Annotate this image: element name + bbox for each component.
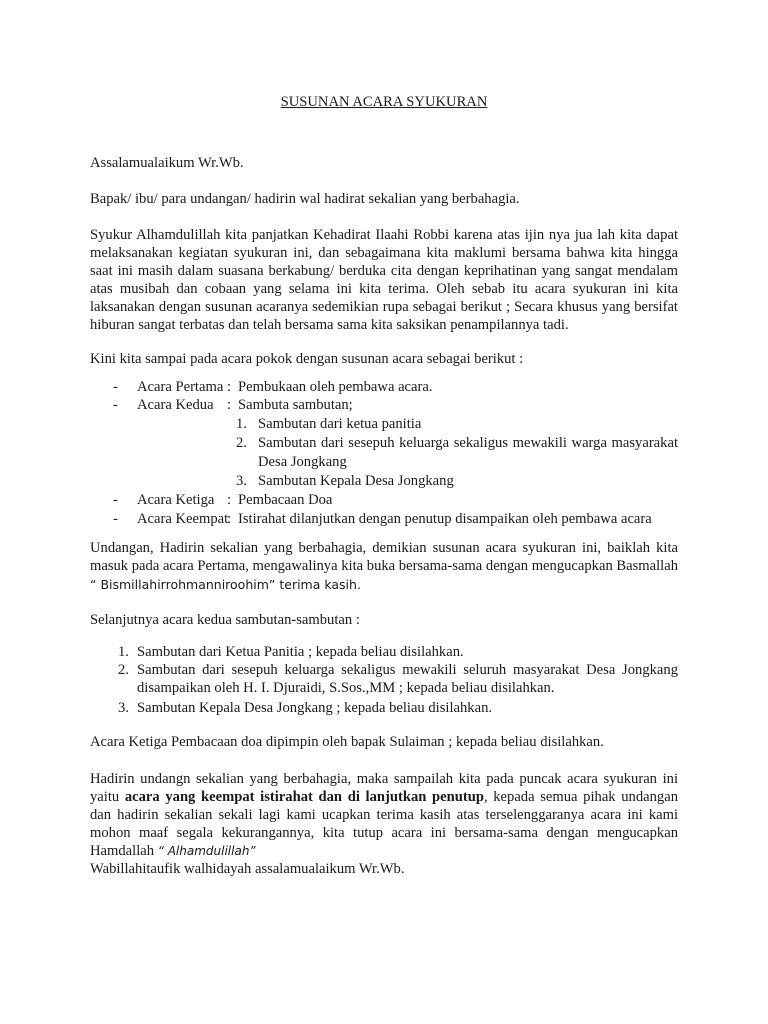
greeting: Assalamualaikum Wr.Wb. [90,155,244,171]
second-intro: Selanjutnya acara kedua sambutan-sambutan : [90,612,360,628]
sub-agenda-item: 1. Sambutan dari ketua panitia [236,416,422,432]
third-paragraph: Acara Ketiga Pembacaan doa dipimpin oleh bapak Sulaiman ; kepada beliau disilahkan. [90,734,604,750]
farewell: Wabillahitaufik walhidayah assalamualaikum Wr.Wb. [90,861,405,877]
intro-paragraph: Syukur Alhamdulillah kita panjatkan Kehadirat Ilaahi Robbi karena atas ijin nya jua lah kita dapat melaksanakan kegiatan syukuran ini, dan sebagaimana kita maklumi bersama bahwa kita hingga saat ini masih dalam suasana berkabung/ berduka cita dengan keprihatinan yang sangat mendalam atas musibah dan cobaan yang selama ini kita terima. Oleh sebab itu acara syukuran ini kita laksanakan dengan susunan acaranya sedemikian rupa sebagai berikut ; Secara khusus yang bersifat hiburan sangat terbatas dan telah bersama sama kita saksikan penampilannya tadi. [90,227,678,333]
salutation: Bapak/ ibu/ para undangan/ hadirin wal hadirat sekalian yang berbahagia. [90,191,520,207]
sub-agenda-item: 3. Sambutan Kepala Desa Jongkang [236,473,454,489]
agenda-item: - Acara Keempat : Istirahat dilanjutkan dengan penutup disampaikan oleh pembawa acara [113,511,652,527]
speech-item: 2. Sambutan dari sesepuh keluarga sekaligus mewakili seluruh masyarakat Desa Jongkang disampaikan oleh H. I. Djuraidi, S.Sos.,MM ; kepada beliau disilahkan. [118,662,678,696]
basmallah-quote: “ Bismillahirrohmanniroohim” terima kasih. [90,576,361,592]
speech-item: 3. Sambutan Kepala Desa Jongkang ; kepada beliau disilahkan. [118,700,493,716]
agenda-item: - Acara Kedua : Sambuta sambutan; [113,397,353,413]
hamdallah-quote: “ Alhamdulillah” [157,843,256,858]
agenda-item: - Acara Pertama : Pembukaan oleh pembawa acara. [113,379,433,395]
document-title: SUSUNAN ACARA SYUKURAN [280,94,488,110]
sub-agenda-item: 2. Sambutan dari sesepuh keluarga sekaligus mewakili warga masyarakat Desa Jongkang [236,435,678,470]
opening-paragraph: Undangan, Hadirin sekalian yang berbahagia, demikian susunan acara syukuran ini, baiklah kita masuk pada acara Pertama, mengawalinya kita buka bersama-sama dengan mengucapkan Basmallah “ Bismillahirrohmanniroohim” terima kasih. [90,540,678,592]
agenda-item: - Acara Ketiga : Pembacaan Doa [113,492,333,508]
speech-item: 1. Sambutan dari Ketua Panitia ; kepada beliau disilahkan. [118,644,464,660]
agenda-intro: Kini kita sampai pada acara pokok dengan susunan acara sebagai berikut : [90,351,524,367]
closing-paragraph: Hadirin undangn sekalian yang berbahagia, maka sampailah kita pada puncak acara syukuran ini yaitu acara yang keempat istirahat dan di lanjutkan penutup, kepada semua pihak undangan dan hadirin sekalian sekali lagi kami ucapkan terima kasih atas terselenggaranya acara ini kami mohon maaf segala kekurangannya, kita tutup acara ini bersama-sama dengan mengucapkan Hamdallah “ Alhamdulillah” [90,771,678,859]
